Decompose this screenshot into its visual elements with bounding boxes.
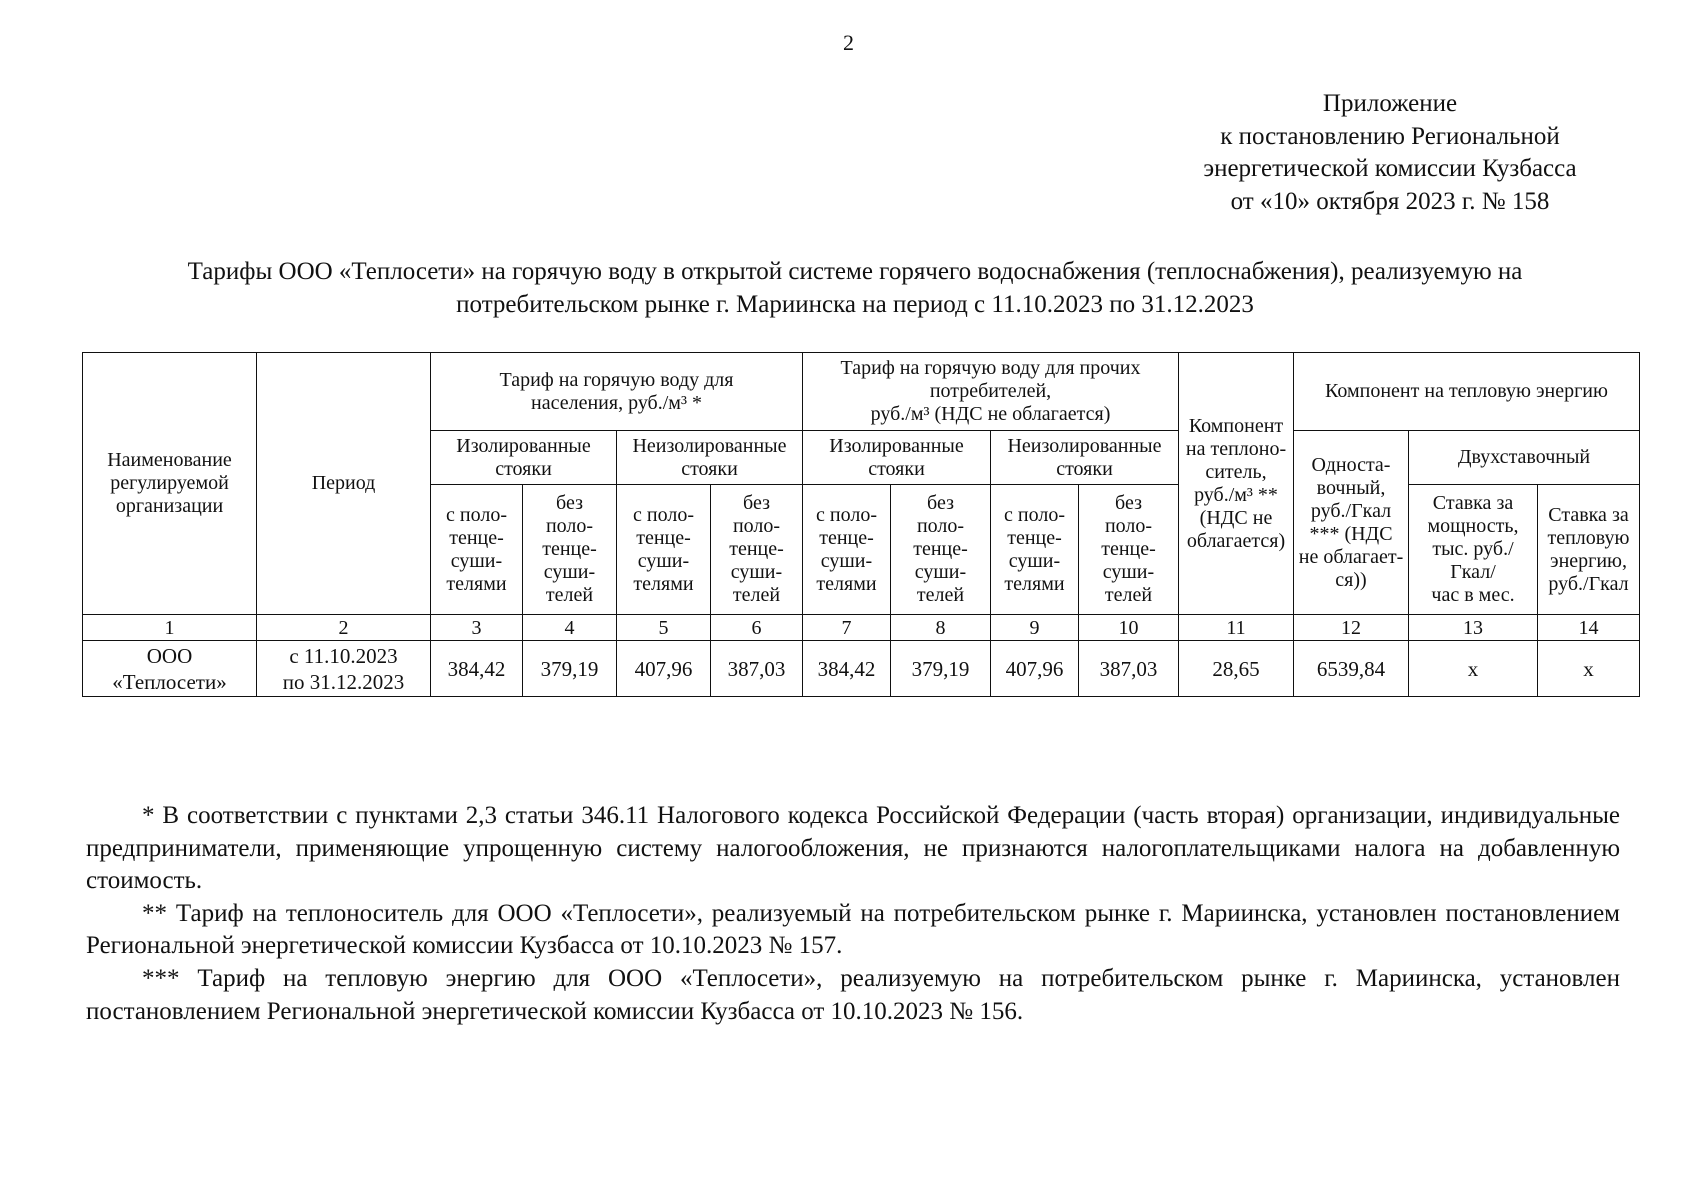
- cell-value: х: [1538, 641, 1640, 697]
- cell-value: 384,42: [431, 641, 523, 697]
- column-number: 8: [891, 615, 991, 641]
- column-number-row: [83, 615, 1640, 641]
- column-number: 9: [991, 615, 1079, 641]
- cell-value: 384,42: [803, 641, 891, 697]
- header-without-dryers: [1079, 485, 1179, 615]
- header-line: телями: [446, 572, 507, 595]
- header-line: с поло-: [816, 503, 877, 526]
- page-number: 2: [843, 30, 854, 55]
- column-number: 3: [431, 615, 523, 641]
- header-line: без: [927, 492, 954, 514]
- header-other-consumers-tariff: [803, 353, 1179, 431]
- header-line: без: [556, 492, 583, 514]
- header-with-dryers: [803, 485, 891, 615]
- header-line: руб./м³ **: [1194, 483, 1278, 506]
- header-line: суши-: [730, 561, 783, 583]
- header-line: телями: [633, 572, 694, 595]
- cell-value: 387,03: [1079, 641, 1179, 697]
- header-line: тенце-: [819, 526, 874, 549]
- header-line: телей: [916, 584, 965, 606]
- cell-value: 407,96: [991, 641, 1079, 697]
- appendix-line: от «10» октября 2023 г. № 158: [1230, 187, 1550, 215]
- column-number: 7: [803, 615, 891, 641]
- cell-value: 407,96: [617, 641, 711, 697]
- header-line: *** (НДС: [1309, 522, 1393, 545]
- column-number: 4: [523, 615, 617, 641]
- cell-value: 379,19: [523, 641, 617, 697]
- header-line: руб./Гкал: [1548, 572, 1629, 595]
- header-line: тенце-: [1007, 526, 1062, 549]
- header-line: потребителей,: [929, 380, 1052, 402]
- title-line: потребительском рынке г. Мариинска на период с 11.10.2023 по 31.12.2023: [456, 290, 1254, 318]
- header-with-dryers: [991, 485, 1079, 615]
- column-number: 10: [1079, 615, 1179, 641]
- column-number: 14: [1538, 615, 1640, 641]
- column-number: 13: [1409, 615, 1538, 641]
- header-line: не облагает-: [1298, 545, 1404, 568]
- header-line: тенце-: [913, 538, 968, 560]
- appendix-line: Приложение: [1322, 90, 1458, 117]
- header-coolant-component: [1179, 353, 1294, 615]
- header-line: телей: [1104, 584, 1153, 606]
- header-line: тенце-: [449, 526, 504, 549]
- header-line: час в мес.: [1431, 584, 1515, 606]
- header-line: стояки: [495, 457, 552, 480]
- header-line: Компонент: [1188, 414, 1284, 437]
- cell-value: х: [1409, 641, 1538, 697]
- header-line: Неизолированные: [632, 434, 787, 457]
- cell-line: по 31.12.2023: [282, 669, 405, 694]
- appendix-line: энергетической комиссии Кузбасса: [1203, 155, 1577, 182]
- footnote: *** Тариф на тепловую энергию для ООО «Теплосети», реализуемую на потребительском рынке г. Мариинска, установлен постановлением Региональной энергетической комиссии Кузбасса от 10.10.2023 № 156.: [86, 964, 1620, 1025]
- header-line: поло-: [732, 515, 781, 537]
- header-line: стояки: [1056, 457, 1113, 480]
- cell-value: 387,03: [711, 641, 803, 697]
- appendix-header: [1160, 88, 1620, 218]
- header-line: тенце-: [636, 526, 691, 549]
- tariff-table: [82, 352, 1640, 697]
- header-line: на теплоно-: [1185, 437, 1287, 460]
- header-line: суши-: [637, 549, 690, 572]
- column-number: 5: [617, 615, 711, 641]
- header-line: суши-: [914, 561, 967, 583]
- header-period: Период: [257, 353, 431, 615]
- header-line: суши-: [820, 549, 873, 572]
- title-line: Тарифы ООО «Теплосети» на горячую воду в открытой системе горячего водоснабжения (теплоснабжения), реализуемую на: [187, 258, 1523, 285]
- cell-org: [83, 641, 257, 697]
- header-line: с поло-: [446, 503, 507, 526]
- header-without-dryers: [891, 485, 991, 615]
- cell-value: 6539,84: [1294, 641, 1409, 697]
- footnote: * В соответствии с пунктами 2,3 статьи 346.11 Налогового кодекса Российской Федерации (часть вторая) организации, индивидуальные предприниматели, применяющие упрощенную систему налогообложения, не признаются налогоплательщиками налога на добавленную стоимость.: [86, 802, 1620, 895]
- header-isolated-population: [431, 431, 617, 485]
- appendix-line: к постановлению Региональной: [1220, 122, 1560, 150]
- header-line: Гкал/: [1450, 561, 1496, 583]
- footnote: ** Тариф на теплоноситель для ООО «Теплосети», реализуемый на потребительском рынке г. Мариинска, установлен постановлением Региональной энергетической комиссии Кузбасса от 10.10.2023 № 157.: [86, 899, 1620, 960]
- header-line: без: [1115, 492, 1142, 514]
- header-with-dryers: [431, 485, 523, 615]
- header-with-dryers: [617, 485, 711, 615]
- header-line: руб./м³ (НДС не облагается): [870, 403, 1111, 425]
- header-line: телями: [1004, 572, 1065, 595]
- header-line: суши-: [1102, 561, 1155, 583]
- header-line: стояки: [681, 457, 738, 480]
- header-energy-rate: [1538, 485, 1640, 615]
- header-line: облагается): [1186, 529, 1286, 552]
- header-line: Односта-: [1311, 453, 1391, 476]
- header-line: без: [743, 492, 770, 514]
- header-without-dryers: [523, 485, 617, 615]
- header-line: суши-: [543, 561, 596, 583]
- header-line: Ставка за: [1432, 492, 1514, 514]
- header-line: тыс. руб./: [1432, 538, 1514, 560]
- header-line: телей: [732, 584, 781, 606]
- cell-period: [257, 641, 431, 697]
- header-two-rate: Двухставочный: [1409, 431, 1640, 485]
- cell-value: 28,65: [1179, 641, 1294, 697]
- header-line: ся)): [1335, 568, 1367, 591]
- header-non-isolated-population: [617, 431, 803, 485]
- header-line: руб./Гкал: [1310, 499, 1392, 522]
- header-heat-component: Компонент на тепловую энергию: [1294, 353, 1640, 431]
- header-line: суши-: [450, 549, 503, 572]
- header-isolated-others: [803, 431, 991, 485]
- header-line: суши-: [1008, 549, 1061, 572]
- column-number: 12: [1294, 615, 1409, 641]
- header-line: телей: [545, 584, 594, 606]
- header-non-isolated-others: [991, 431, 1179, 485]
- header-line: тепловую: [1547, 526, 1630, 549]
- header-line: (НДС не: [1199, 506, 1273, 529]
- cell-line: с 11.10.2023: [289, 643, 398, 668]
- header-line: тенце-: [729, 538, 784, 560]
- header-line: тенце-: [1101, 538, 1156, 560]
- header-line: Изолированные: [456, 434, 591, 457]
- header-one-rate: [1294, 431, 1409, 615]
- header-line: Неизолированные: [1007, 434, 1162, 457]
- header-line: Ставка за: [1548, 503, 1629, 526]
- footnotes: [86, 800, 1620, 1028]
- header-line: поло-: [545, 515, 594, 537]
- header-line: Тариф на горячую воду для: [499, 368, 734, 391]
- column-number: 2: [257, 615, 431, 641]
- header-line: с поло-: [633, 503, 694, 526]
- cell-value: 379,19: [891, 641, 991, 697]
- header-line: стояки: [868, 457, 925, 480]
- header-capacity-rate: [1409, 485, 1538, 615]
- header-line: с поло-: [1004, 503, 1065, 526]
- cell-line: ООО: [146, 643, 193, 668]
- column-number: 11: [1179, 615, 1294, 641]
- column-number: 1: [83, 615, 257, 641]
- header-population-tariff: [431, 353, 803, 431]
- header-line: поло-: [1104, 515, 1153, 537]
- header-line: ситель,: [1205, 460, 1267, 483]
- header-line: тенце-: [542, 538, 597, 560]
- document-title: [90, 256, 1620, 321]
- cell-line: «Теплосети»: [112, 669, 227, 694]
- header-line: мощность,: [1427, 515, 1519, 537]
- header-line: населения, руб./м³ *: [531, 391, 702, 414]
- column-number: 6: [711, 615, 803, 641]
- header-line: энергию,: [1549, 549, 1627, 572]
- header-line: вочный,: [1316, 476, 1386, 499]
- header-line: Изолированные: [829, 434, 964, 457]
- header-line: Тариф на горячую воду для прочих: [840, 357, 1141, 379]
- header-org: Наименование регулируемой организации: [83, 353, 257, 615]
- table-row: [83, 641, 1640, 697]
- header-line: поло-: [916, 515, 965, 537]
- header-without-dryers: [711, 485, 803, 615]
- header-line: телями: [816, 572, 877, 595]
